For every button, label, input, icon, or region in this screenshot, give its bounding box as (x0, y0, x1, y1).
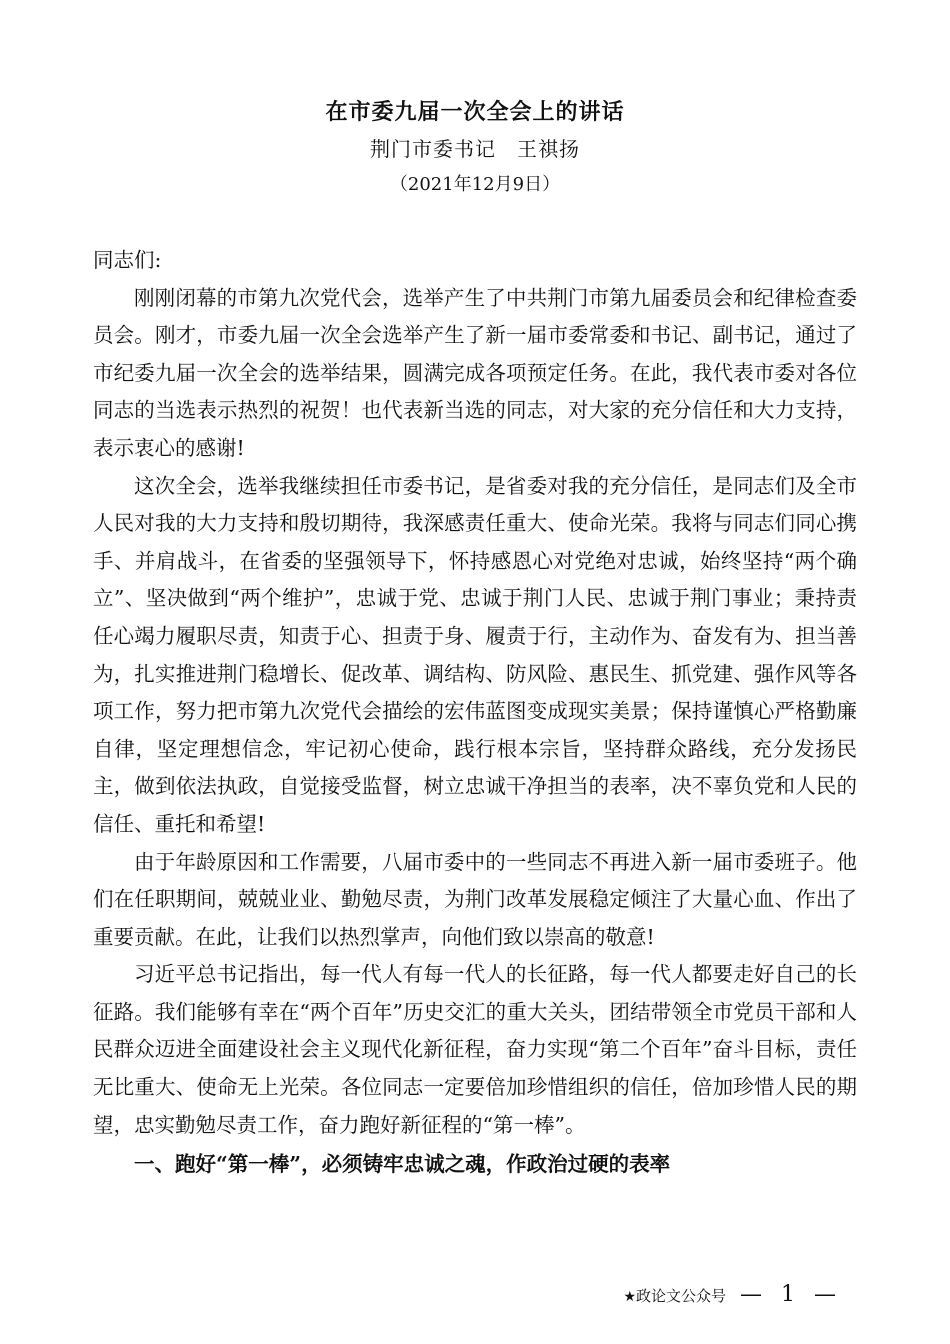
section-heading: 一、跑好“第一棒”，必须铸牢忠诚之魂，作政治过硬的表率 (134, 1152, 671, 1177)
paragraph-3: 由于年龄原因和工作需要，八届市委中的一些同志不再进入新一届市委班子。他们在任职期间，兢兢业业、勤勉尽责，为荆门改革发展稳定倾注了大量心血、作出了重要贡献。在此，让我们以热烈掌声，向他们致以崇高的敬意! (93, 849, 857, 949)
paragraph-2: 这次全会，选举我继续担任市委书记，是省委对我的充分信任，是同志们及全市人民对我的大力支持和殷切期待，我深感责任重大、使命光荣。我将与同志们同心携手、并肩战斗，在省委的坚强领导下，怀持感恩心对党绝对忠诚，始终坚持“两个确立”、坚决做到“两个维护”，忠诚于党、忠诚于荆门人民、忠诚于荆门事业；秉持责任心竭力履职尽责，知责于心、担责于身、履责于行，主动作为、奋发有为、担当善为，扎实推进荆门稳增长、促改革、调结构、防风险、惠民生、抓党建、强作风等各项工作，努力把市第九次党代会描绘的宏伟蓝图变成现实美景；保持谨慎心严格勤廉自律，坚定理想信念，牢记初心使命，践行根本宗旨，坚持群众路线，充分发扬民主，做到依法执政，自觉接受监督，树立忠诚干净担当的表率，决不辜负党和人民的信任、重托和希望! (93, 473, 857, 836)
page-footer (623, 1283, 842, 1309)
footer-source: 政论文公众号 (636, 1287, 727, 1305)
document-body (93, 242, 857, 1184)
document-author: 荆门市委书记 王祺扬 (370, 137, 580, 161)
page-number: — 1 — (740, 1282, 842, 1307)
document-date: （2021年12月9日） (389, 174, 561, 195)
star-icon: ★ (623, 1289, 636, 1305)
paragraph-1: 刚刚闭幕的市第九次党代会，选举产生了中共荆门市第九届委员会和纪律检查委员会。刚才，市委九届一次全会选举产生了新一届市委常委和书记、副书记，通过了市纪委九届一次全会的选举结果，圆满完成各项预定任务。在此，我代表市委对各位同志的当选表示热烈的祝贺！也代表新当选的同志，对大家的充分信任和大力支持，表示衷心的感谢! (93, 285, 857, 460)
salutation: 同志们: (93, 248, 162, 272)
paragraph-4: 习近平总书记指出，每一代人有每一代人的长征路，每一代人都要走好自己的长征路。我们能够有幸在“两个百年”历史交汇的重大关头，团结带领全市党员干部和人民群众迈进全面建设社会主义现代化新征程，奋力实现“第二个百年”奋斗目标，责任无比重大、使命无上光荣。各位同志一定要倍加珍惜组织的信任，倍加珍惜人民的期望，忠实勤勉尽责工作，奋力跑好新征程的“第一棒”。 (93, 962, 857, 1137)
document-title: 在市委九届一次全会上的讲话 (325, 99, 625, 125)
